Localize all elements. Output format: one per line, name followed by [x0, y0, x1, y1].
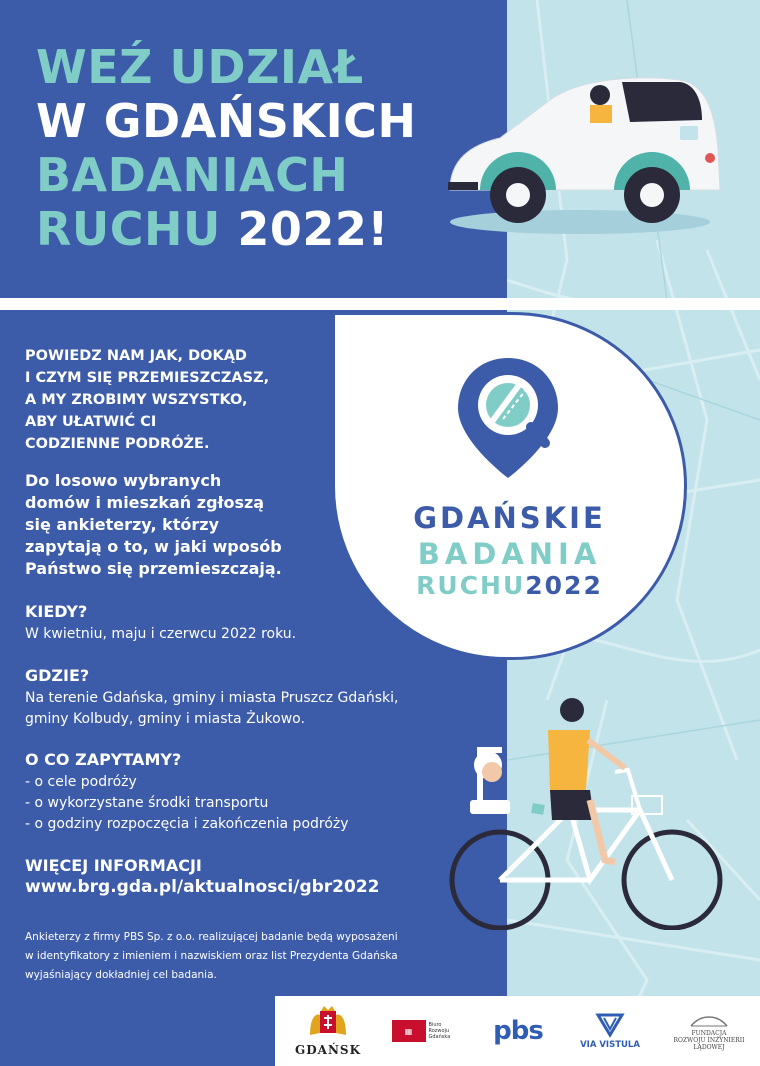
logo-line-3 [335, 571, 684, 600]
fundacja-label-line: ROZWOJU INŻYNIERII LĄDOWEJ [673, 1036, 745, 1051]
driver-head [590, 85, 610, 105]
info-url-link[interactable]: www.brg.gda.pl/aktualnosci/gbr2022 [25, 877, 380, 897]
intro-line: Do losowo wybranych [25, 471, 222, 490]
project-logo-card [332, 312, 687, 660]
logo-year: 2022 [525, 571, 603, 600]
lead-line: POWIEDZ NAM JAK, DOKĄD [25, 348, 247, 364]
list-item: - o cele podróży [25, 774, 137, 790]
fundacja-logo [660, 996, 758, 1066]
logo-ruchu: RUCHU [416, 571, 526, 600]
disclaimer-line: w identyfikatory z imieniem i nazwiskiem oraz list Prezydenta Gdańska [25, 950, 398, 962]
brg-label-line: Gdańska [428, 1034, 451, 1040]
bicycle-illustration [440, 690, 740, 930]
headline-line-4a: RUCHU [36, 202, 221, 256]
rider-head [560, 698, 584, 722]
intro-line: zapytają o to, w jaki wposób [25, 537, 282, 556]
gdansk-coat-of-arms-icon [306, 1005, 350, 1041]
section-heading: O CO ZAPYTAMY? [25, 750, 182, 769]
section-text: gminy Kolbudy, gminy i miasta Żukowo. [25, 711, 305, 727]
brg-mark-icon: ▦ [392, 1020, 426, 1042]
intro-line: Państwo się przemieszczają. [25, 559, 282, 578]
gdansk-logo [293, 996, 363, 1066]
fundacja-label-line: FUNDACJA [691, 1029, 727, 1037]
logo-line-1: GDAŃSKIE [413, 501, 606, 535]
headline-line-2: W GDAŃSKICH [36, 94, 417, 148]
section-heading: KIEDY? [25, 602, 88, 621]
brg-label-line: Biuro Rozwoju [428, 1022, 450, 1034]
headline-line-1: WEŹ UDZIAŁ [36, 40, 364, 94]
divider-band [0, 298, 760, 310]
brg-logo-box [392, 1020, 463, 1042]
partner-logos-footer [275, 996, 760, 1066]
intro-paragraph [25, 470, 325, 580]
list-item: - o godziny rozpoczęcia i zakończenia podróży [25, 816, 349, 832]
section-text: W kwietniu, maju i czerwcu 2022 roku. [25, 626, 297, 642]
section-zapytamy [25, 750, 349, 835]
section-kiedy [25, 602, 296, 645]
headline [36, 40, 506, 256]
section-body [25, 688, 399, 730]
brg-label [429, 1022, 463, 1040]
lead-line: CODZIENNE PODRÓŻE. [25, 436, 210, 452]
disclaimer-line: wyjaśniający dokładniej cel badania. [25, 969, 217, 981]
disclaimer [25, 928, 445, 985]
pbs-logo [483, 996, 553, 1066]
headline-line-3: BADANIACH [36, 148, 349, 202]
lead-line: ABY UŁATWIĆ CI [25, 414, 157, 430]
car-illustration [440, 70, 740, 240]
fundacja-label [660, 1030, 758, 1051]
bridge-arc-icon [689, 1012, 729, 1028]
magnifier-road-pin-icon [453, 353, 563, 483]
section-gdzie [25, 666, 399, 730]
section-heading: WIĘCEJ INFORMACJI [25, 856, 202, 875]
intro-line: się ankieterzy, którzy [25, 515, 220, 534]
lead-paragraph [25, 345, 325, 455]
brg-logo [387, 996, 467, 1066]
intro-line: domów i mieszkań zgłoszą [25, 493, 265, 512]
via-vistula-logo [565, 996, 655, 1066]
via-vistula-mark-icon [595, 1012, 625, 1038]
pbs-label: pbs [493, 1016, 543, 1046]
gdansk-label: GDAŃSK [294, 1043, 362, 1057]
logo-line-2: BADANIA [417, 537, 602, 571]
section-text: Na terenie Gdańska, gminy i miasta Pruszcz Gdański, [25, 690, 399, 706]
section-heading: GDZIE? [25, 666, 90, 685]
section-info [25, 856, 465, 897]
via-vistula-label: VIA VISTULA [580, 1040, 640, 1050]
section-body [25, 772, 349, 835]
lead-line: I CZYM SIĘ PRZEMIESZCZASZ, [25, 370, 270, 386]
disclaimer-line: Ankieterzy z firmy PBS Sp. z o.o. realizującej badanie będą wyposażeni [25, 931, 398, 943]
lead-line: A MY ZROBIMY WSZYSTKO, [25, 392, 248, 408]
headline-year: 2022! [237, 202, 389, 256]
list-item: - o wykorzystane środki transportu [25, 795, 269, 811]
